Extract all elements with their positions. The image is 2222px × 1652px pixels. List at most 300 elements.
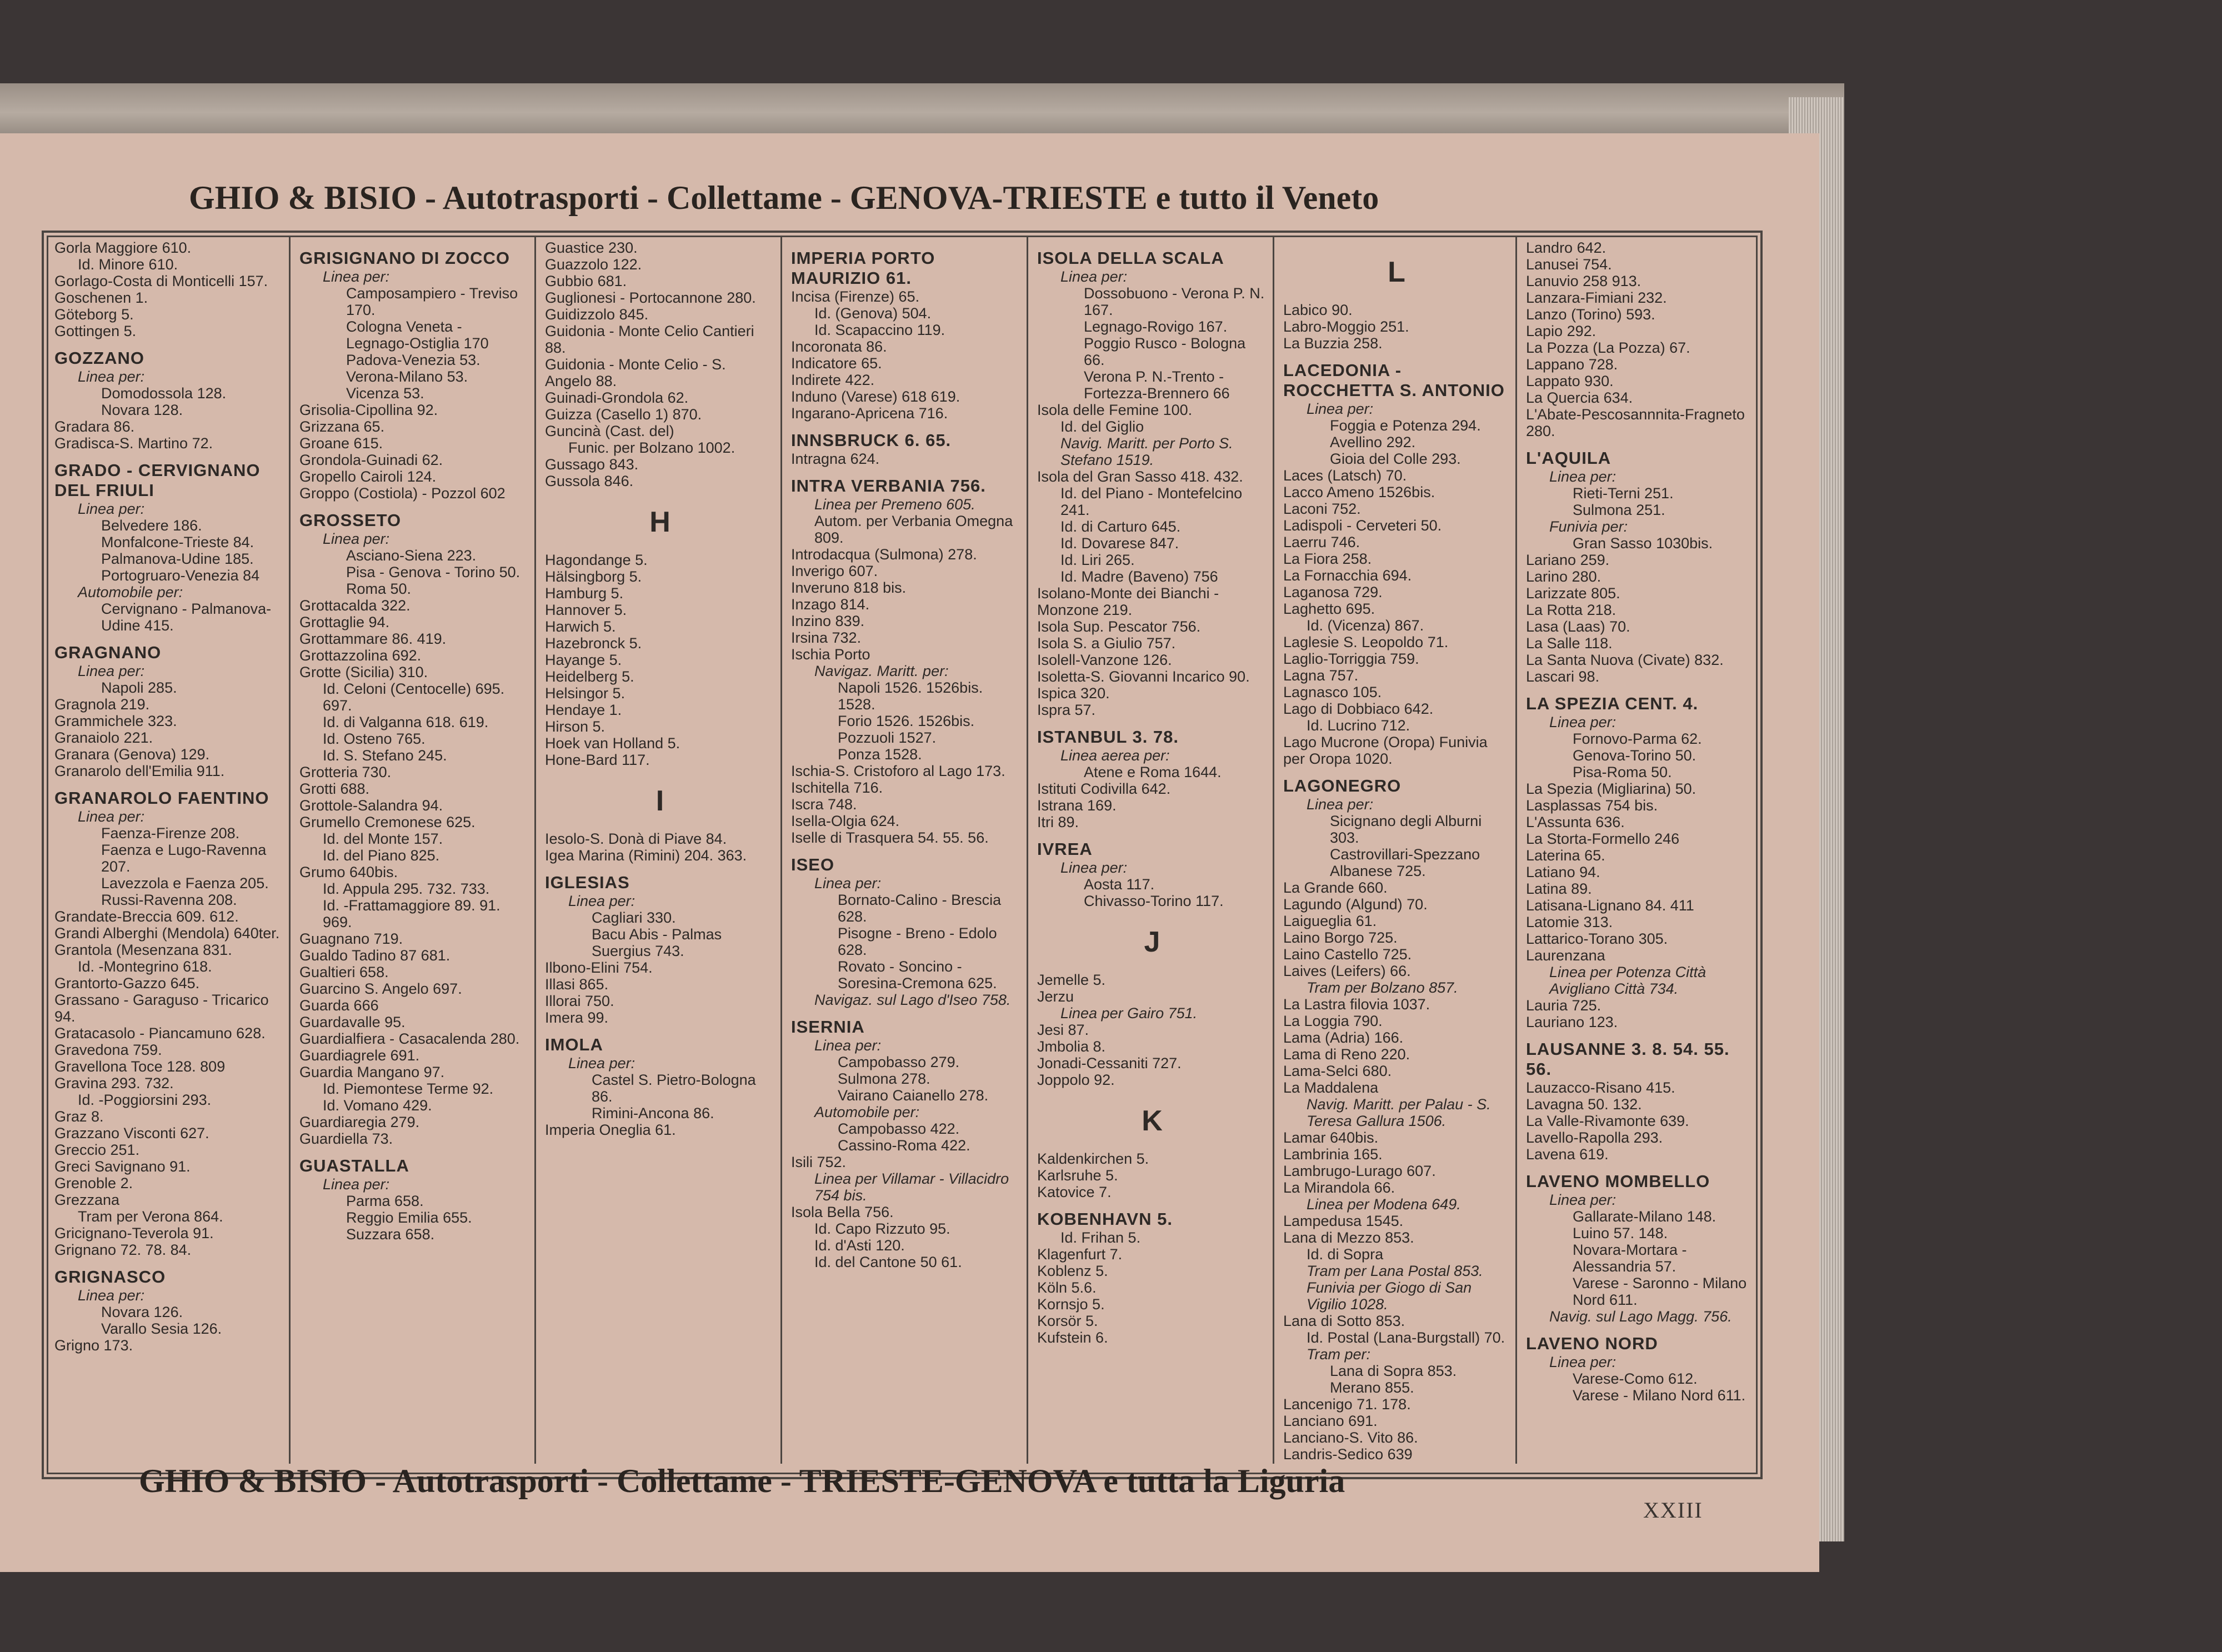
- list-item: Lamar 640bis.: [1283, 1129, 1379, 1146]
- list-item: Gragnola 219.: [54, 696, 150, 713]
- list-item: Gussola 846.: [545, 473, 634, 489]
- list-item: Intragna 624.: [791, 450, 880, 467]
- list-item: Pisogne - Breno - Edolo 628.: [838, 925, 997, 958]
- list-item: Imperia Oneglia 61.: [545, 1122, 676, 1138]
- list-item: Iscra 748.: [791, 796, 857, 813]
- list-item: Laino Castello 725.: [1283, 946, 1412, 963]
- list-item: La Salle 118.: [1526, 635, 1613, 652]
- list-item: Laerru 746.: [1283, 534, 1360, 550]
- list-item: Gualtieri 658.: [299, 964, 389, 980]
- list-item: Linea per:: [568, 1055, 635, 1072]
- list-item: Cervignano - Palmanova-Udine 415.: [101, 600, 272, 634]
- list-item: Cologna Veneta - Legnago-Ostiglia 170: [346, 318, 489, 352]
- list-item: Klagenfurt 7.: [1037, 1246, 1123, 1263]
- list-item: Lappato 930.: [1526, 373, 1614, 389]
- list-item: Iselle di Trasquera 54. 55. 56.: [791, 829, 989, 846]
- section-heading: GRAGNANO: [54, 643, 162, 662]
- list-item: Id. del Monte 157.: [323, 830, 443, 847]
- section-heading: KOBENHAVN 5.: [1037, 1209, 1173, 1229]
- list-item: Lama (Adria) 166.: [1283, 1029, 1404, 1046]
- list-item: Guncinà (Cast. del): [545, 423, 674, 439]
- list-item: Funivia per Giogo di San Vigilio 1028.: [1307, 1279, 1472, 1313]
- list-item: Gualdo Tadino 87 681.: [299, 947, 451, 964]
- list-item: Lama di Reno 220.: [1283, 1046, 1410, 1063]
- list-item: Ilbono-Elini 754.: [545, 959, 653, 976]
- list-item: Ischitella 716.: [791, 779, 883, 796]
- list-item: Ischia-S. Cristoforo al Lago 173.: [791, 763, 1005, 779]
- section-heading: LAVENO NORD: [1526, 1334, 1658, 1353]
- list-item: Ispica 320.: [1037, 685, 1110, 702]
- list-item: Sulmona 278.: [838, 1070, 930, 1087]
- list-item: Id. Piemontese Terme 92.: [323, 1080, 494, 1097]
- list-item: Greci Savignano 91.: [54, 1158, 191, 1175]
- list-item: Reggio Emilia 655.: [346, 1209, 472, 1226]
- section-heading: INTRA VERBANIA 756.: [791, 476, 986, 495]
- list-item: Id. S. Stefano 245.: [323, 747, 447, 764]
- list-item: Navig. sul Lago Magg. 756.: [1549, 1308, 1732, 1325]
- list-item: Guardiella 73.: [299, 1130, 393, 1147]
- section-heading: GUASTALLA: [299, 1156, 409, 1175]
- section-heading: GRANAROLO FAENTINO: [54, 788, 269, 808]
- list-item: Pisa - Genova - Torino 50.: [346, 564, 521, 580]
- list-item: Guarda 666: [299, 997, 379, 1014]
- section-heading: ISOLA DELLA SCALA: [1037, 248, 1224, 268]
- column-1: [46, 236, 289, 1464]
- list-item: La Rotta 218.: [1526, 602, 1617, 618]
- list-item: Linea per:: [323, 1176, 390, 1193]
- section-heading: LAUSANNE 3. 8. 54. 55. 56.: [1526, 1039, 1730, 1079]
- list-item: Gorla Maggiore 610.: [54, 239, 192, 256]
- list-item: Hälsingborg 5.: [545, 568, 642, 585]
- list-item: Isola delle Femine 100.: [1037, 402, 1193, 418]
- list-item: Navig. Maritt. per Porto S. Stefano 1519.: [1060, 435, 1233, 468]
- list-item: Lavena 619.: [1526, 1146, 1609, 1163]
- list-item: Heidelberg 5.: [545, 668, 634, 685]
- list-item: Id. di Sopra: [1307, 1246, 1384, 1263]
- column-2: [289, 236, 534, 1464]
- list-item: Grantorto-Gazzo 645.: [54, 975, 200, 992]
- list-item: Laurenzana: [1526, 947, 1605, 964]
- list-item: Rovato - Soncino - Soresina-Cremona 625.: [838, 958, 997, 992]
- list-item: Sulmona 251.: [1573, 502, 1665, 518]
- list-item: Pozzuoli 1527.: [838, 729, 937, 746]
- list-item: Ponza 1528.: [838, 746, 922, 763]
- list-item: Lana di Sotto 853.: [1283, 1313, 1405, 1329]
- list-item: Incoronata 86.: [791, 338, 887, 355]
- list-item: Tram per Lana Postal 853.: [1307, 1263, 1483, 1279]
- list-item: Monfalcone-Trieste 84.: [101, 534, 254, 550]
- list-item: Gioia del Colle 293.: [1330, 450, 1461, 467]
- section-heading: LACEDONIA - ROCCHETTA S. ANTONIO: [1283, 361, 1505, 400]
- list-item: Funivia per:: [1549, 518, 1628, 535]
- list-item: Linea per:: [78, 368, 145, 385]
- list-item: Linea per:: [1549, 1354, 1617, 1370]
- list-item: Laganosa 729.: [1283, 584, 1383, 600]
- list-item: Gubbio 681.: [545, 273, 627, 289]
- list-item: Guglionesi - Portocannone 280.: [545, 289, 756, 306]
- list-item: Greccio 251.: [54, 1142, 140, 1158]
- list-item: Autom. per Verbania Omegna 809.: [814, 513, 1013, 546]
- list-item: Guardiagrele 691.: [299, 1047, 420, 1064]
- list-item: Hazebronck 5.: [545, 635, 642, 652]
- list-item: Novara 128.: [101, 402, 183, 418]
- list-item: La Fornacchia 694.: [1283, 567, 1412, 584]
- list-item: Gravellona Toce 128. 809: [54, 1058, 226, 1075]
- list-item: Grottazzolina 692.: [299, 647, 422, 664]
- list-item: Isola Bella 756.: [791, 1204, 894, 1220]
- list-item: Linea per:: [1060, 859, 1128, 876]
- section-heading: ISERNIA: [791, 1017, 865, 1037]
- list-item: Id. di Valganna 618. 619.: [323, 714, 489, 730]
- list-item: Grignano 72. 78. 84.: [54, 1241, 192, 1258]
- list-item: Laghetto 695.: [1283, 600, 1375, 617]
- list-item: Hannover 5.: [545, 602, 627, 618]
- list-item: Indicatore 65.: [791, 355, 882, 372]
- list-item: Id. del Giglio: [1060, 418, 1144, 435]
- page-number: XXIII: [1643, 1498, 1703, 1523]
- list-item: Guidonia - Monte Celio - S. Angelo 88.: [545, 356, 726, 389]
- list-item: Grotte (Sicilia) 310.: [299, 664, 428, 680]
- list-item: Merano 855.: [1330, 1379, 1414, 1396]
- list-item: Groppo (Costiola) - Pozzol 602: [299, 485, 506, 502]
- list-item: Kaldenkirchen 5.: [1037, 1150, 1149, 1167]
- list-item: Isili 752.: [791, 1154, 847, 1170]
- list-item: Legnago-Rovigo 167.: [1084, 318, 1228, 335]
- list-item: Varese - Saronno - Milano Nord 611.: [1573, 1275, 1747, 1308]
- list-item: Graz 8.: [54, 1108, 104, 1125]
- list-item: Granara (Genova) 129.: [54, 746, 210, 763]
- list-item: Id. Scapaccino 119.: [814, 322, 945, 338]
- list-item: Id. Osteno 765.: [323, 730, 426, 747]
- list-item: Russi-Ravenna 208.: [101, 892, 237, 908]
- list-item: Lanciano 691.: [1283, 1413, 1378, 1429]
- section-heading: ISEO: [791, 855, 835, 874]
- list-item: Guarcino S. Angelo 697.: [299, 980, 462, 997]
- list-item: Grandate-Breccia 609. 612.: [54, 908, 239, 925]
- list-item: Linea per:: [78, 1287, 145, 1304]
- list-item: Navig. Maritt. per Palau - S. Teresa Gallura 1506.: [1307, 1096, 1491, 1129]
- list-item: La Quercia 634.: [1526, 389, 1633, 406]
- list-item: Id. (Vicenza) 867.: [1307, 617, 1424, 634]
- list-item: Grazzano Visconti 627.: [54, 1125, 209, 1142]
- list-item: Gottingen 5.: [54, 323, 137, 339]
- list-item: Guizza (Casello 1) 870.: [545, 406, 702, 423]
- list-item: Napoli 1526. 1526bis. 1528.: [838, 679, 983, 713]
- list-item: Ispra 57.: [1037, 702, 1096, 718]
- section-heading: L'AQUILA: [1526, 448, 1612, 468]
- list-item: Poggio Rusco - Bologna 66.: [1084, 335, 1246, 368]
- list-item: Kornsjo 5.: [1037, 1296, 1105, 1313]
- list-item: Lampedusa 1545.: [1283, 1213, 1404, 1229]
- column-3: [534, 236, 780, 1464]
- list-item: Isoletta-S. Giovanni Incarico 90.: [1037, 668, 1250, 685]
- list-item: Linea per:: [78, 500, 145, 517]
- list-item: Grigno 173.: [54, 1337, 133, 1354]
- list-item: Id. Postal (Lana-Burgstall) 70.: [1307, 1329, 1505, 1346]
- list-item: Groane 615.: [299, 435, 383, 452]
- list-item: Isola del Gran Sasso 418. 432.: [1037, 468, 1243, 485]
- list-item: Illasi 865.: [545, 976, 609, 993]
- section-heading: GOZZANO: [54, 348, 144, 368]
- list-item: Linea per:: [568, 893, 635, 909]
- list-item: Id. -Montegrino 618.: [78, 958, 212, 975]
- list-item: Guardialfiera - Casacalenda 280.: [299, 1030, 520, 1047]
- list-item: Jmbolia 8.: [1037, 1038, 1106, 1055]
- list-item: Fornovo-Parma 62.: [1573, 730, 1702, 747]
- list-item: Gricignano-Teverola 91.: [54, 1225, 214, 1241]
- list-item: Grizzana 65.: [299, 418, 385, 435]
- list-item: Id. del Piano 825.: [323, 847, 440, 864]
- column-7: [1515, 236, 1756, 1464]
- list-item: Guardavalle 95.: [299, 1014, 406, 1030]
- list-item: Linea per:: [323, 268, 390, 285]
- list-item: Koblenz 5.: [1037, 1263, 1108, 1279]
- list-item: Köln 5.6.: [1037, 1279, 1097, 1296]
- section-heading: ISTANBUL 3. 78.: [1037, 727, 1179, 747]
- list-item: Hoek van Holland 5.: [545, 735, 680, 752]
- list-item: Inzino 839.: [791, 613, 865, 629]
- list-item: Id. Madre (Baveno) 756: [1060, 568, 1218, 585]
- list-item: Jerzu: [1037, 988, 1074, 1005]
- list-item: Verona-Milano 53.: [346, 368, 468, 385]
- list-item: Laives (Leifers) 66.: [1283, 963, 1411, 979]
- list-item: Korsör 5.: [1037, 1313, 1098, 1329]
- list-item: Grumello Cremonese 625.: [299, 814, 476, 830]
- list-item: Hone-Bard 117.: [545, 752, 650, 768]
- list-item: Tram per Verona 864.: [78, 1208, 223, 1225]
- list-item: Inverigo 607.: [791, 563, 878, 579]
- list-item: Linea per Gairo 751.: [1060, 1005, 1198, 1022]
- list-item: Linea per:: [1060, 268, 1128, 285]
- list-item: Id. Minore 610.: [78, 256, 178, 273]
- section-heading: GRIGNASCO: [54, 1267, 166, 1286]
- list-item: Asciano-Siena 223.: [346, 547, 477, 564]
- list-item: Isolell-Vanzone 126.: [1037, 652, 1172, 668]
- list-item: Vicenza 53.: [346, 385, 424, 402]
- list-item: Luino 57. 148.: [1573, 1225, 1668, 1241]
- list-item: Lariano 259.: [1526, 552, 1610, 568]
- list-item: Grondola-Guinadi 62.: [299, 452, 443, 468]
- list-item: Linea per:: [1549, 1192, 1617, 1208]
- list-item: Grammichele 323.: [54, 713, 177, 729]
- list-item: Guidizzolo 845.: [545, 306, 649, 323]
- list-item: Lanusei 754.: [1526, 256, 1612, 273]
- list-item: Suzzara 658.: [346, 1226, 435, 1243]
- footer-banner: GHIO & BISIO - Autotrasporti - Collettame - TRIESTE-GENOVA e tutta la Liguria: [139, 1463, 1345, 1499]
- list-item: Induno (Varese) 618 619.: [791, 388, 960, 405]
- list-item: Introdacqua (Sulmona) 278.: [791, 546, 977, 563]
- list-item: Faenza e Lugo-Ravenna 207.: [101, 842, 267, 875]
- list-item: Id. Frihan 5.: [1060, 1229, 1141, 1246]
- list-item: La Spezia (Migliarina) 50.: [1526, 780, 1696, 797]
- list-item: Grisolia-Cipollina 92.: [299, 402, 438, 418]
- list-item: Laglesie S. Leopoldo 71.: [1283, 634, 1449, 650]
- list-item: Igea Marina (Rimini) 204. 363.: [545, 847, 747, 864]
- list-item: Lambrugo-Lurago 607.: [1283, 1163, 1436, 1179]
- list-item: Jemelle 5.: [1037, 972, 1106, 988]
- column-5: [1027, 236, 1273, 1464]
- list-item: Lagundo (Algund) 70.: [1283, 896, 1428, 913]
- list-item: Lavagna 50. 132.: [1526, 1096, 1642, 1113]
- list-item: Id. di Carturo 645.: [1060, 518, 1181, 535]
- list-item: Lana di Mezzo 853.: [1283, 1229, 1414, 1246]
- list-item: Larizzate 805.: [1526, 585, 1620, 602]
- list-item: Pisa-Roma 50.: [1573, 764, 1672, 780]
- list-item: Isolano-Monte dei Bianchi - Monzone 219.: [1037, 585, 1219, 618]
- list-item: Lanzara-Fimiani 232.: [1526, 289, 1667, 306]
- list-item: Linea per:: [814, 1037, 882, 1054]
- list-item: Katovice 7.: [1037, 1184, 1112, 1200]
- list-item: La Grande 660.: [1283, 879, 1388, 896]
- list-item: Lagnasco 105.: [1283, 684, 1382, 700]
- section-letter: H: [649, 506, 670, 538]
- list-item: Id. -Frattamaggiore 89. 91. 969.: [323, 897, 501, 930]
- list-item: L'Assunta 636.: [1526, 814, 1625, 830]
- list-item: Grottacalda 322.: [299, 597, 411, 614]
- list-item: Id. Capo Rizzuto 95.: [814, 1220, 950, 1237]
- list-item: Imera 99.: [545, 1009, 609, 1026]
- list-item: Lauria 725.: [1526, 997, 1602, 1014]
- list-item: Grotteria 730.: [299, 764, 392, 780]
- list-item: Laigueglia 61.: [1283, 913, 1377, 929]
- list-item: La Pozza (La Pozza) 67.: [1526, 339, 1690, 356]
- list-item: Grezzana: [54, 1192, 120, 1208]
- list-item: La Fiora 258.: [1283, 550, 1372, 567]
- list-item: Hendaye 1.: [545, 702, 622, 718]
- section-heading: IGLESIAS: [545, 873, 630, 892]
- list-item: Id. d'Asti 120.: [814, 1237, 905, 1254]
- list-item: La Loggia 790.: [1283, 1013, 1383, 1029]
- list-item: Lauriano 123.: [1526, 1014, 1618, 1030]
- list-item: Id. del Cantone 50 61.: [814, 1254, 962, 1270]
- list-item: Istituti Codivilla 642.: [1037, 780, 1171, 797]
- list-item: Gropello Cairoli 124.: [299, 468, 437, 485]
- list-item: Linea per Villamar - Villacidro 754 bis.: [814, 1170, 1009, 1204]
- list-item: Linea per:: [814, 875, 882, 892]
- list-item: Ladispoli - Cerveteri 50.: [1283, 517, 1442, 534]
- list-item: Castel S. Pietro-Bologna 86.: [592, 1072, 756, 1105]
- list-item: Lana di Sopra 853.: [1330, 1363, 1457, 1379]
- list-item: Foggia e Potenza 294.: [1330, 417, 1481, 434]
- list-item: Varese - Milano Nord 611.: [1573, 1387, 1746, 1404]
- list-item: La Maddalena: [1283, 1079, 1379, 1096]
- list-item: L'Abate-Pescosannnita-Fragneto 280.: [1526, 406, 1745, 439]
- list-item: Gradisca-S. Martino 72.: [54, 435, 213, 452]
- list-item: Lanciano-S. Vito 86.: [1283, 1429, 1418, 1446]
- list-item: Domodossola 128.: [101, 385, 227, 402]
- list-item: Karlsruhe 5.: [1037, 1167, 1118, 1184]
- list-item: Guidonia - Monte Celio Cantieri 88.: [545, 323, 754, 356]
- list-item: Napoli 285.: [101, 679, 177, 696]
- list-item: Jesi 87.: [1037, 1022, 1089, 1038]
- list-item: Göteborg 5.: [54, 306, 134, 323]
- list-item: Portogruaro-Venezia 84: [101, 567, 260, 584]
- list-item: Istrana 169.: [1037, 797, 1117, 814]
- list-item: La Storta-Formello 246: [1526, 830, 1680, 847]
- list-item: Avellino 292.: [1330, 434, 1416, 450]
- column-6: [1273, 236, 1515, 1464]
- list-item: Inveruno 818 bis.: [791, 579, 907, 596]
- section-letter: L: [1388, 256, 1405, 288]
- column-4: [780, 236, 1027, 1464]
- list-item: Irsina 732.: [791, 629, 862, 646]
- list-item: Grenoble 2.: [54, 1175, 133, 1192]
- section-heading: LAVENO MOMBELLO: [1526, 1172, 1710, 1191]
- list-item: Isola S. a Giulio 757.: [1037, 635, 1176, 652]
- list-item: Varallo Sesia 126.: [101, 1320, 222, 1337]
- list-item: Automobile per:: [814, 1104, 920, 1120]
- list-item: Lama-Selci 680.: [1283, 1063, 1392, 1079]
- list-item: Joppolo 92.: [1037, 1072, 1115, 1088]
- section-heading: LA SPEZIA CENT. 4.: [1526, 694, 1699, 713]
- list-item: Latomie 313.: [1526, 914, 1613, 930]
- list-item: Labico 90.: [1283, 302, 1353, 318]
- list-item: Castrovillari-Spezzano Albanese 725.: [1330, 846, 1480, 879]
- list-item: Ischia Porto: [791, 646, 870, 663]
- list-item: Isella-Olgia 624.: [791, 813, 900, 829]
- list-item: Lasplassas 754 bis.: [1526, 797, 1658, 814]
- list-item: Grottammare 86. 419.: [299, 630, 447, 647]
- list-item: Padova-Venezia 53.: [346, 352, 481, 368]
- list-item: Id. Dovarese 847.: [1060, 535, 1179, 552]
- list-item: Verona P. N.-Trento - Fortezza-Brennero 66: [1084, 368, 1230, 402]
- list-item: Dossobuono - Verona P. N. 167.: [1084, 285, 1265, 318]
- list-item: Inzago 814.: [791, 596, 870, 613]
- list-item: Bornato-Calino - Brescia 628.: [838, 892, 1002, 925]
- list-item: Gradara 86.: [54, 418, 135, 435]
- section-letter: I: [655, 785, 664, 817]
- list-item: Incisa (Firenze) 65.: [791, 288, 920, 305]
- list-item: Guardia Mangano 97.: [299, 1064, 445, 1080]
- list-item: Lago di Dobbiaco 642.: [1283, 700, 1434, 717]
- list-item: Palmanova-Udine 185.: [101, 550, 254, 567]
- list-item: Illorai 750.: [545, 993, 614, 1009]
- list-item: Campobasso 279.: [838, 1054, 960, 1070]
- list-item: Id. Celoni (Centocelle) 695. 697.: [323, 680, 505, 714]
- list-item: Parma 658.: [346, 1193, 424, 1209]
- list-item: Landro 642.: [1526, 239, 1607, 256]
- list-item: Lauzacco-Risano 415.: [1526, 1079, 1675, 1096]
- list-item: La Valle-Rivamonte 639.: [1526, 1113, 1689, 1129]
- list-item: Harwich 5.: [545, 618, 616, 635]
- list-item: Linea per Potenza Città Avigliano Città 734.: [1549, 964, 1706, 997]
- list-item: Lavello-Rapolla 293.: [1526, 1129, 1663, 1146]
- list-item: Laconi 752.: [1283, 500, 1361, 517]
- list-item: Id. Vomano 429.: [323, 1097, 432, 1114]
- list-item: Grottole-Salandra 94.: [299, 797, 443, 814]
- list-item: Lappano 728.: [1526, 356, 1618, 373]
- list-item: Linea per:: [1549, 468, 1617, 485]
- list-item: Tram per:: [1307, 1346, 1371, 1363]
- list-item: Iesolo-S. Donà di Piave 84.: [545, 830, 727, 847]
- list-item: Chivasso-Torino 117.: [1084, 893, 1224, 909]
- list-item: Lapio 292.: [1526, 323, 1597, 339]
- list-item: Lanuvio 258 913.: [1526, 273, 1642, 289]
- list-item: Hayange 5.: [545, 652, 622, 668]
- list-item: Linea aerea per:: [1060, 747, 1170, 764]
- section-heading: LAGONEGRO: [1283, 776, 1402, 795]
- list-item: Rieti-Terni 251.: [1573, 485, 1674, 502]
- list-item: Laces (Latsch) 70.: [1283, 467, 1407, 484]
- list-item: Latisana-Lignano 84. 411: [1526, 897, 1694, 914]
- list-item: Id. Liri 265.: [1060, 552, 1135, 568]
- section-heading: IVREA: [1037, 839, 1093, 859]
- list-item: Novara-Mortara - Alessandria 57.: [1573, 1241, 1687, 1275]
- list-item: Id. (Genova) 504.: [814, 305, 932, 322]
- list-item: Grottaglie 94.: [299, 614, 390, 630]
- list-item: Kufstein 6.: [1037, 1329, 1108, 1346]
- list-item: Guagnano 719.: [299, 930, 403, 947]
